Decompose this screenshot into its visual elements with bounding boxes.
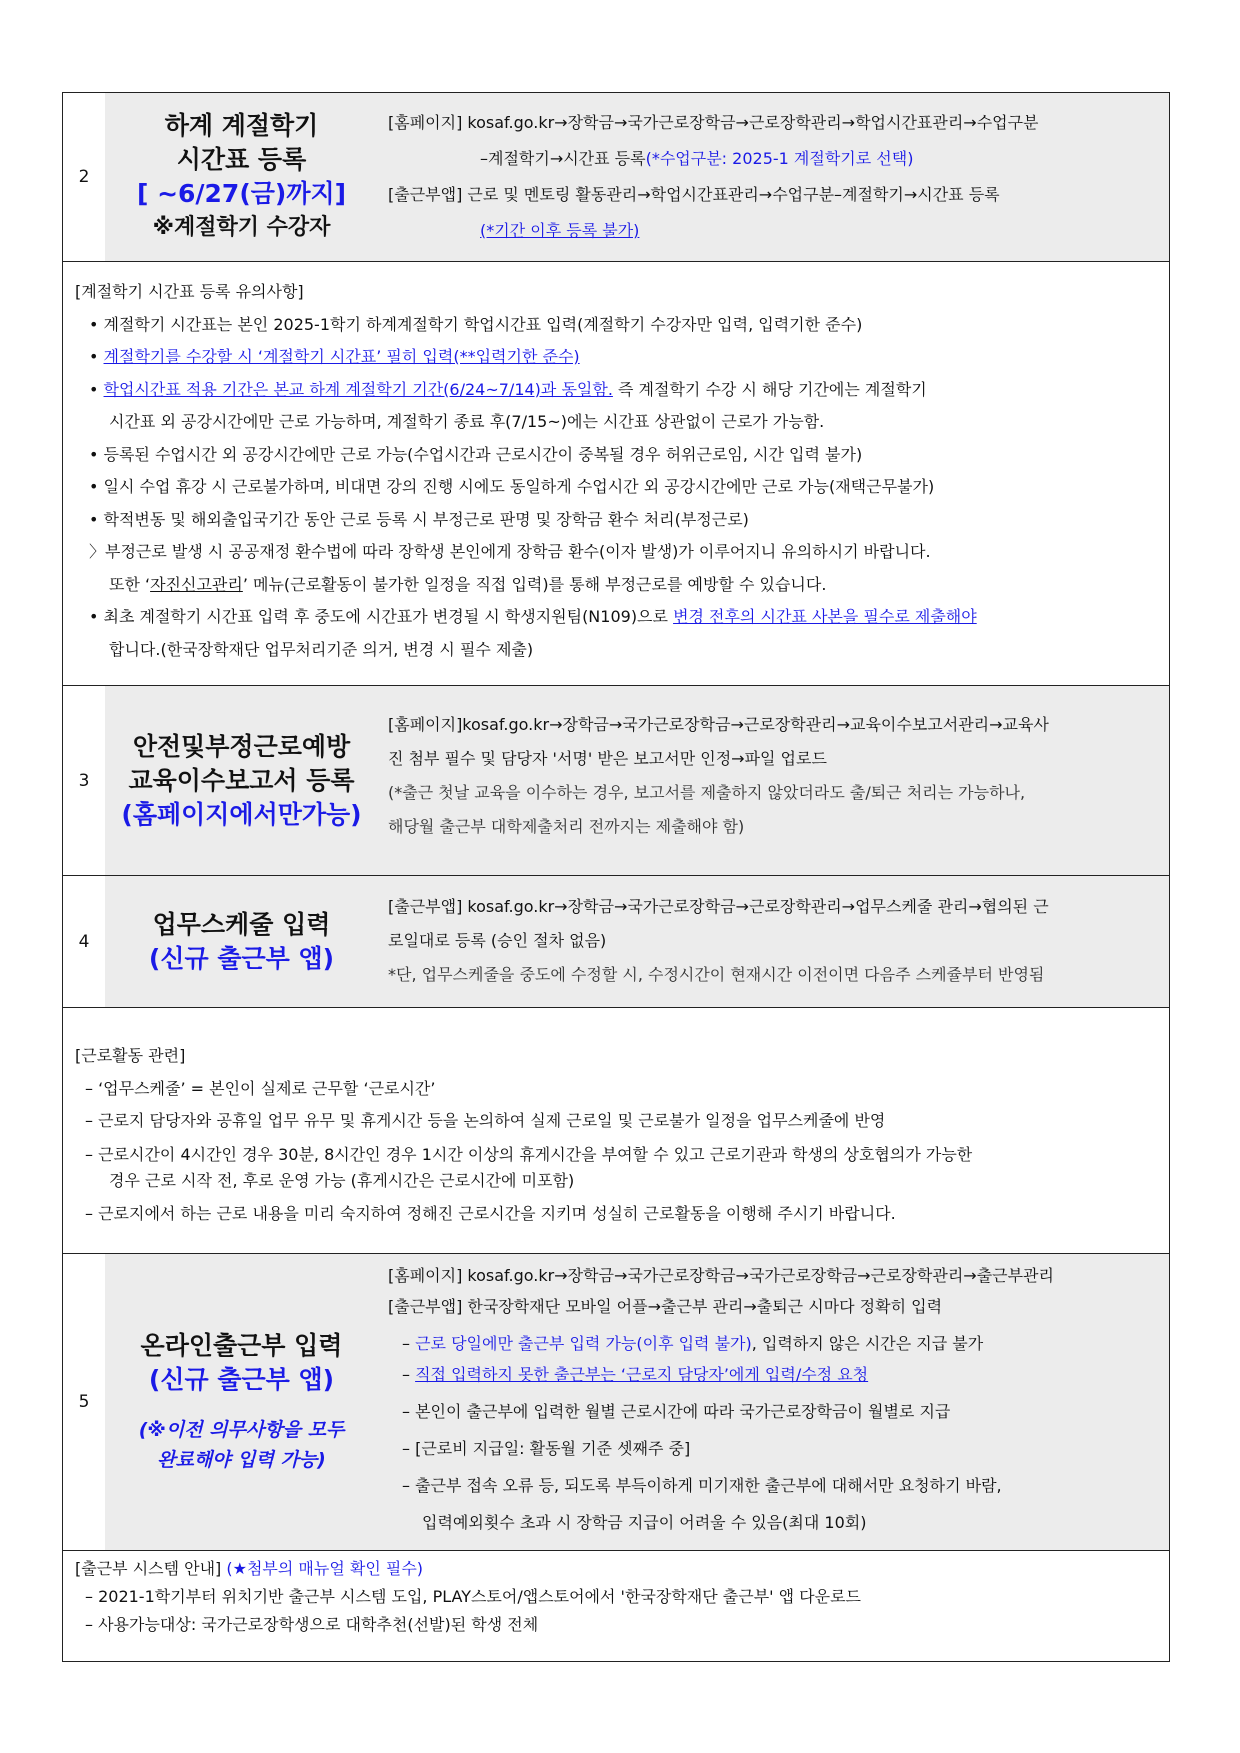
row-number: 3 (63, 686, 106, 875)
row-content (378, 876, 1169, 1007)
dash: – (402, 1334, 416, 1353)
note-item: – 근로지 담당자와 공휴일 업무 유무 및 휴게시간 등을 논의하여 실제 근로일 및 근로불가 일정을 업무스케줄에 반영 (85, 1111, 886, 1130)
content-line: [홈페이지] kosaf.go.kr→장학금→국가근로장학금→국가근로장학금→근로장학관리→출근부관리 (388, 1266, 1054, 1285)
row-title (105, 1254, 379, 1550)
note-text: • 최초 계절학기 시간표 입력 후 중도에 시간표가 변경될 시 학생지원팀(N109)으로 (89, 607, 674, 626)
title-line: 하계 계절학기 (164, 111, 319, 140)
content-line: [출근부앱] 한국장학재단 모바일 어플→출근부 관리→출퇴근 시마다 정확히 입력 (388, 1297, 943, 1316)
dash: – (402, 1365, 416, 1384)
content-line: [홈페이지] kosaf.go.kr→장학금→국가근로장학금→근로장학관리→학업시간표관리→수업구분 (388, 113, 1039, 132)
title-note: (홈페이지에서만가능) (121, 799, 362, 829)
content-note: 해당월 출근부 대학제출처리 전까지는 제출해야 함) (388, 817, 745, 836)
notes-header: [근로활동 관련] (75, 1046, 186, 1065)
row-number: 2 (63, 93, 106, 261)
content-line: [홈페이지]kosaf.go.kr→장학금→국가근로장학금→근로장학관리→교육이수보고서관리→교육사 (388, 715, 1049, 734)
row-number: 5 (63, 1254, 106, 1550)
content-note: (*출근 첫날 교육을 이수하는 경우, 보고서를 제출하지 않았더라도 출/퇴근 처리는 가능하나, (388, 783, 1026, 802)
content-line: , 입력하지 않은 시간은 지급 불가 (751, 1334, 984, 1353)
note-item: – 근로지에서 하는 근로 내용을 미리 숙지하여 정해진 근로시간을 지키며 성실히 근로활동을 이행해 주시기 바랍니다. (85, 1203, 896, 1223)
note-text: ’ 메뉴(근로활동이 불가한 일정을 직접 입력)를 통해 부정근로를 예방할 수 있습니다. (242, 574, 827, 594)
title-line: 온라인출근부 입력 (140, 1331, 343, 1360)
content-note: (*기간 이후 등록 불가) (480, 221, 640, 240)
content-line: –계절학기→시간표 등록 (480, 149, 646, 168)
title-line: 시간표 등록 (176, 145, 307, 174)
row-4 (63, 876, 1169, 1008)
note-item: – 사용가능대상: 국가근로장학생으로 대학추천(선발)된 학생 전체 (85, 1615, 539, 1634)
title-line: 안전및부정근로예방 (132, 731, 351, 761)
prerequisite-note: 완료해야 입력 가능) (157, 1449, 326, 1471)
note-item: • 등록된 수업시간 외 공강시간에만 근로 가능(수업시간과 근로시간이 중복될 경우 허위근로임, 시간 입력 불가) (89, 444, 863, 464)
notes-header: [출근부 시스템 안내] (75, 1559, 227, 1578)
notes-header: [계절학기 시간표 등록 유의사항] (75, 282, 304, 301)
prerequisite-note: (※이전 의무사항을 모두 (138, 1419, 345, 1441)
note-item: • 학적변동 및 해외출입국기간 동안 근로 등록 시 부정근로 판명 및 장학금 환수 처리(부정근로) (89, 509, 749, 529)
row-content (378, 686, 1169, 875)
title-note: (신규 출근부 앱) (148, 943, 335, 973)
content-note: *단, 업무스케줄을 중도에 수정할 시, 수정시간이 현재시간 이전이면 다음주 스케쥴부터 반영됨 (388, 965, 1045, 984)
content-line: – [근로비 지급일: 활동월 기준 셋째주 중] (402, 1439, 691, 1458)
notes-seasonal (63, 262, 1169, 686)
content-line: 입력예외횟수 초과 시 장학금 지급이 어려울 수 있음(최대 10회) (422, 1513, 867, 1532)
bullet: • (89, 379, 104, 399)
notes-work-activity (63, 1008, 1169, 1254)
title-line: 업무스케줄 입력 (152, 909, 331, 939)
note-item: – ‘업무스케줄’ = 본인이 실제로 근무할 ‘근로시간’ (85, 1078, 436, 1098)
content-line: 로일대로 등록 (승인 절차 없음) (388, 931, 607, 950)
bullet: • (89, 347, 104, 366)
manual-note: (★첨부의 매뉴얼 확인 필수) (226, 1559, 424, 1578)
note-item: – 2021-1학기부터 위치기반 출근부 시스템 도입, PLAY스토어/앱스토어에서 '한국장학재단 출근부' 앱 다운로드 (85, 1587, 861, 1606)
row-title (105, 93, 379, 261)
row-content (378, 93, 1169, 261)
row-content (378, 1254, 1169, 1550)
row-title (105, 686, 379, 875)
note-item: • 일시 수업 휴강 시 근로불가하며, 비대면 강의 진행 시에도 동일하게 수업시간 외 공강시간에만 근로 가능(재택근무불가) (89, 477, 935, 496)
deadline: [ ~6/27(금)까지] (136, 179, 347, 208)
content-line: [출근부앱] 근로 및 멘토링 활동관리→학업시간표관리→수업구분–계절학기→시간표 등록 (388, 185, 1000, 204)
content-highlight: 직접 입력하지 못한 출근부는 ‘근로지 담당자’에게 입력/수정 요청 (415, 1365, 869, 1384)
document-table (62, 92, 1170, 1662)
notes-attendance-system (63, 1551, 1169, 1663)
note-item: 〉부정근로 발생 시 공공재정 환수법에 따라 장학생 본인에게 장학금 환수(이자 발생)가 이루어지니 유의하시기 바랍니다. (89, 542, 931, 561)
row-number: 4 (63, 876, 106, 1007)
note-item-highlight: 계절학기를 수강할 시 ‘계절학기 시간표’ 필히 입력(**입력기한 준수) (103, 347, 580, 366)
note-item: – 근로시간이 4시간인 경우 30분, 8시간인 경우 1시간 이상의 휴게시간을 부여할 수 있고 근로기관과 학생의 상호협의가 가능한 (85, 1144, 973, 1164)
row-2 (63, 93, 1169, 262)
content-line: – 출근부 접속 오류 등, 되도록 부득이하게 미기재한 출근부에 대해서만 요청하기 바람, (402, 1476, 1002, 1495)
content-line: [출근부앱] kosaf.go.kr→장학금→국가근로장학금→근로장학관리→업무스케줄 관리→협의된 근 (388, 897, 1049, 916)
title-line: 교육이수보고서 등록 (128, 765, 355, 795)
note-item: 즉 계절학기 수강 시 해당 기간에는 계절학기 (612, 379, 927, 399)
content-line: – 본인이 출근부에 입력한 월별 근로시간에 따라 국가근로장학금이 월별로 지급 (402, 1402, 951, 1421)
note-text: 또한 ‘ (109, 574, 151, 594)
note-item-cont: 경우 근로 시작 전, 후로 운영 가능 (휴게시간은 근로시간에 미포함) (109, 1170, 575, 1190)
note-item-cont: 시간표 외 공강시간에만 근로 가능하며, 계절학기 종료 후(7/15~)에는 시간표 상관없이 근로가 가능함. (109, 412, 825, 431)
content-note: (*수업구분: 2025-1 계절학기로 선택) (645, 149, 914, 168)
note-item-highlight: 변경 전후의 시간표 사본을 필수로 제출해야 (673, 607, 977, 626)
self-report-menu: 자진신고관리 (150, 574, 243, 594)
note-item: • 계절학기 시간표는 본인 2025-1학기 하계계절학기 학업시간표 입력(계절학기 수강자만 입력, 입력기한 준수) (89, 314, 863, 334)
note-item-highlight: 학업시간표 적용 기간은 본교 하계 계절학기 기간(6/24~7/14)과 동일함. (103, 379, 613, 399)
note-item-cont: 합니다.(한국장학재단 업무처리기준 의거, 변경 시 필수 제출) (109, 639, 534, 659)
row-3 (63, 686, 1169, 876)
target-note: ※계절학기 수강자 (152, 215, 331, 240)
content-line: 진 첨부 필수 및 담당자 '서명' 받은 보고서만 인정→파일 업로드 (388, 749, 827, 768)
row-title (105, 876, 379, 1007)
title-note: (신규 출근부 앱) (148, 1365, 335, 1394)
content-highlight: 근로 당일에만 출근부 입력 가능(이후 입력 불가) (415, 1334, 752, 1353)
row-5 (63, 1254, 1169, 1551)
